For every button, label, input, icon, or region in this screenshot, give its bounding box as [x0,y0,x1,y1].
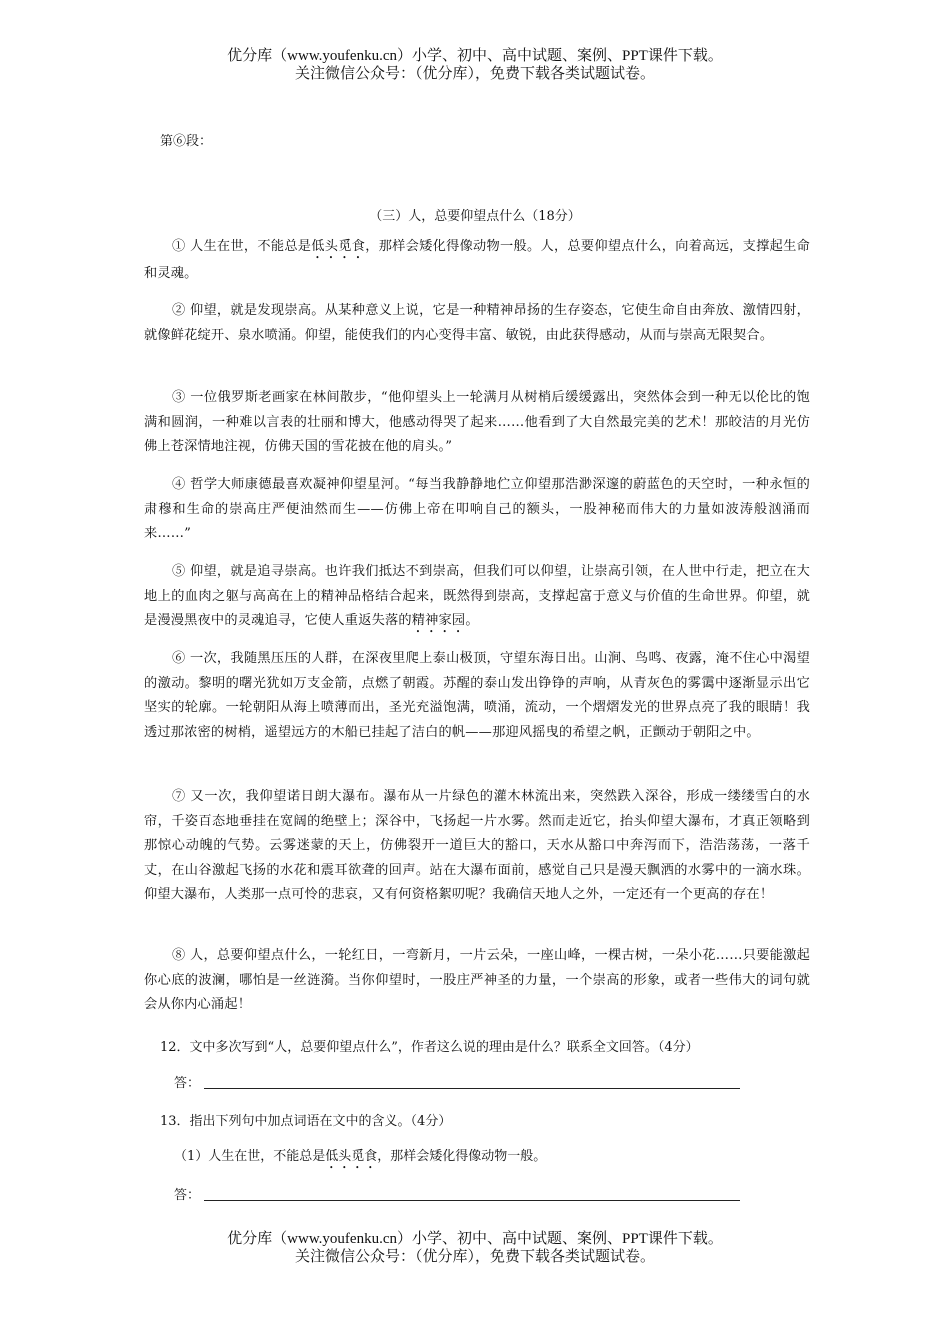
paragraph-1: ① 人生在世，不能总是低头觅食，那样会矮化得像动物一般。人，总要仰望点什么，向着高远，支撑起生命和灵魂。 [144,239,810,281]
paragraph-8: ⑧ 人，总要仰望点什么，一轮红日，一弯新月，一片云朵，一座山峰，一棵古树，一朵小花……只要能激起你心底的波澜，哪怕是一丝涟漪。当你仰望时，一股庄严神圣的力量，一个崇高的形象，或者一些伟大的词句就会从你内心涌起！ [144,948,810,1012]
question-13-1: （1）人生在世，不能总是低头觅食，那样会矮化得像动物一般。 [174,1149,547,1164]
answer-label-12: 答： [174,1076,201,1091]
header-line-1: 优分库（www.youfenku.cn）小学、初中、高中试题、案例、PPT课件下载。 [227,48,723,64]
answer-line-13[interactable] [204,1200,740,1201]
section-reference: 第⑥段： [160,134,213,149]
paragraph-2: ② 仰望，就是发现崇高。从某种意义上说，它是一种精神昂扬的生存姿态，它使生命自由奔放、激情四射，就像鲜花绽开、泉水喷涌。仰望，能使我们的内心变得丰富、敏锐，由此获得感动，从而与崇高无限契合。 [144,303,810,343]
question-13: 13．指出下列句中加点词语在文中的含义。（4分） [160,1114,452,1129]
emphasized-phrase: 低头觅食 [325,1149,378,1164]
answer-line-12[interactable] [204,1088,740,1089]
emphasized-phrase: 低头觅食 [311,239,366,254]
paragraph-4: ④ 哲学大师康德最喜欢凝神仰望星河。“每当我静静地伫立仰望那浩渺深邃的蔚蓝色的天空时，一种永恒的肃穆和生命的崇高庄严便油然而生——仿佛上帝在叩响自己的额头，一股神秘而伟大的力量如波涛般汹涌而来……” [144,477,810,541]
section-title: （三）人，总要仰望点什么（18分） [369,209,581,224]
answer-label-13: 答： [174,1188,201,1203]
footer-line-1: 优分库（www.youfenku.cn）小学、初中、高中试题、案例、PPT课件下载。 [227,1231,723,1247]
paragraph-7: ⑦ 又一次，我仰望诺日朗大瀑布。瀑布从一片绿色的灌木林流出来，突然跌入深谷，形成一缕缕雪白的水帘，千姿百态地垂挂在宽阔的绝壁上；深谷中，飞扬起一片水雾。然而走近它，抬头仰望大瀑布，才真正领略到那惊心动魄的气势。云雾迷蒙的天上，仿佛裂开一道巨大的豁口，天水从豁口中奔泻而下，浩浩荡荡，一落千丈，在山谷激起飞扬的水花和震耳欲聋的回声。站在大瀑布面前，感觉自己只是漫天飘洒的水雾中的一滴水珠。仰望大瀑布，人类那一点可怜的悲哀，又有何资格絮叨呢？我确信天地人之外，一定还有一个更高的存在！ [144,789,810,902]
paragraph-3: ③ 一位俄罗斯老画家在林间散步，“他仰望头上一轮满月从树梢后缓缓露出，突然体会到一种无以伦比的饱满和圆润，一种难以言表的壮丽和博大，他感动得哭了起来……他看到了大自然最完美的艺术！那皎洁的月光仿佛上苍深情地注视，仿佛天国的雪花披在他的肩头。” [144,390,810,454]
paragraph-5: ⑤ 仰望，就是追寻崇高。也许我们抵达不到崇高，但我们可以仰望，让崇高引领，在人世中行走，把立在大地上的血肉之躯与高高在上的精神品格结合起来，既然得到崇高，支撑起富于意义与价值的生命世界。仰望，就是漫漫黑夜中的灵魂追寻，它使人重返失落的精神家园。 [144,564,810,628]
header-line-2: 关注微信公众号：（优分库），免费下载各类试题试卷。 [294,66,655,82]
paragraph-6: ⑥ 一次，我随黑压压的人群，在深夜里爬上泰山极顶，守望东海日出。山涧、鸟鸣、夜露，淹不住心中渴望的激动。黎明的曙光犹如万支金箭，点燃了朝霞。苏醒的泰山发出铮铮的声响，从青灰色的雾霭中逐渐显示出它坚实的轮廓。一轮朝阳从海上喷薄而出，圣光充溢饱满，喷涌，流动，一个熠熠发光的世界点亮了我的眼睛！我透过那浓密的树梢，遥望远方的木船已挂起了洁白的帆——那迎风摇曳的希望之帆，正颤动于朝阳之中。 [144,651,810,740]
question-12: 12．文中多次写到“人，总要仰望点什么”，作者这么说的理由是什么？联系全文回答。（4分） [160,1040,699,1055]
emphasized-phrase: 精神家园 [411,613,466,628]
footer-line-2: 关注微信公众号：（优分库），免费下载各类试题试卷。 [294,1249,655,1265]
